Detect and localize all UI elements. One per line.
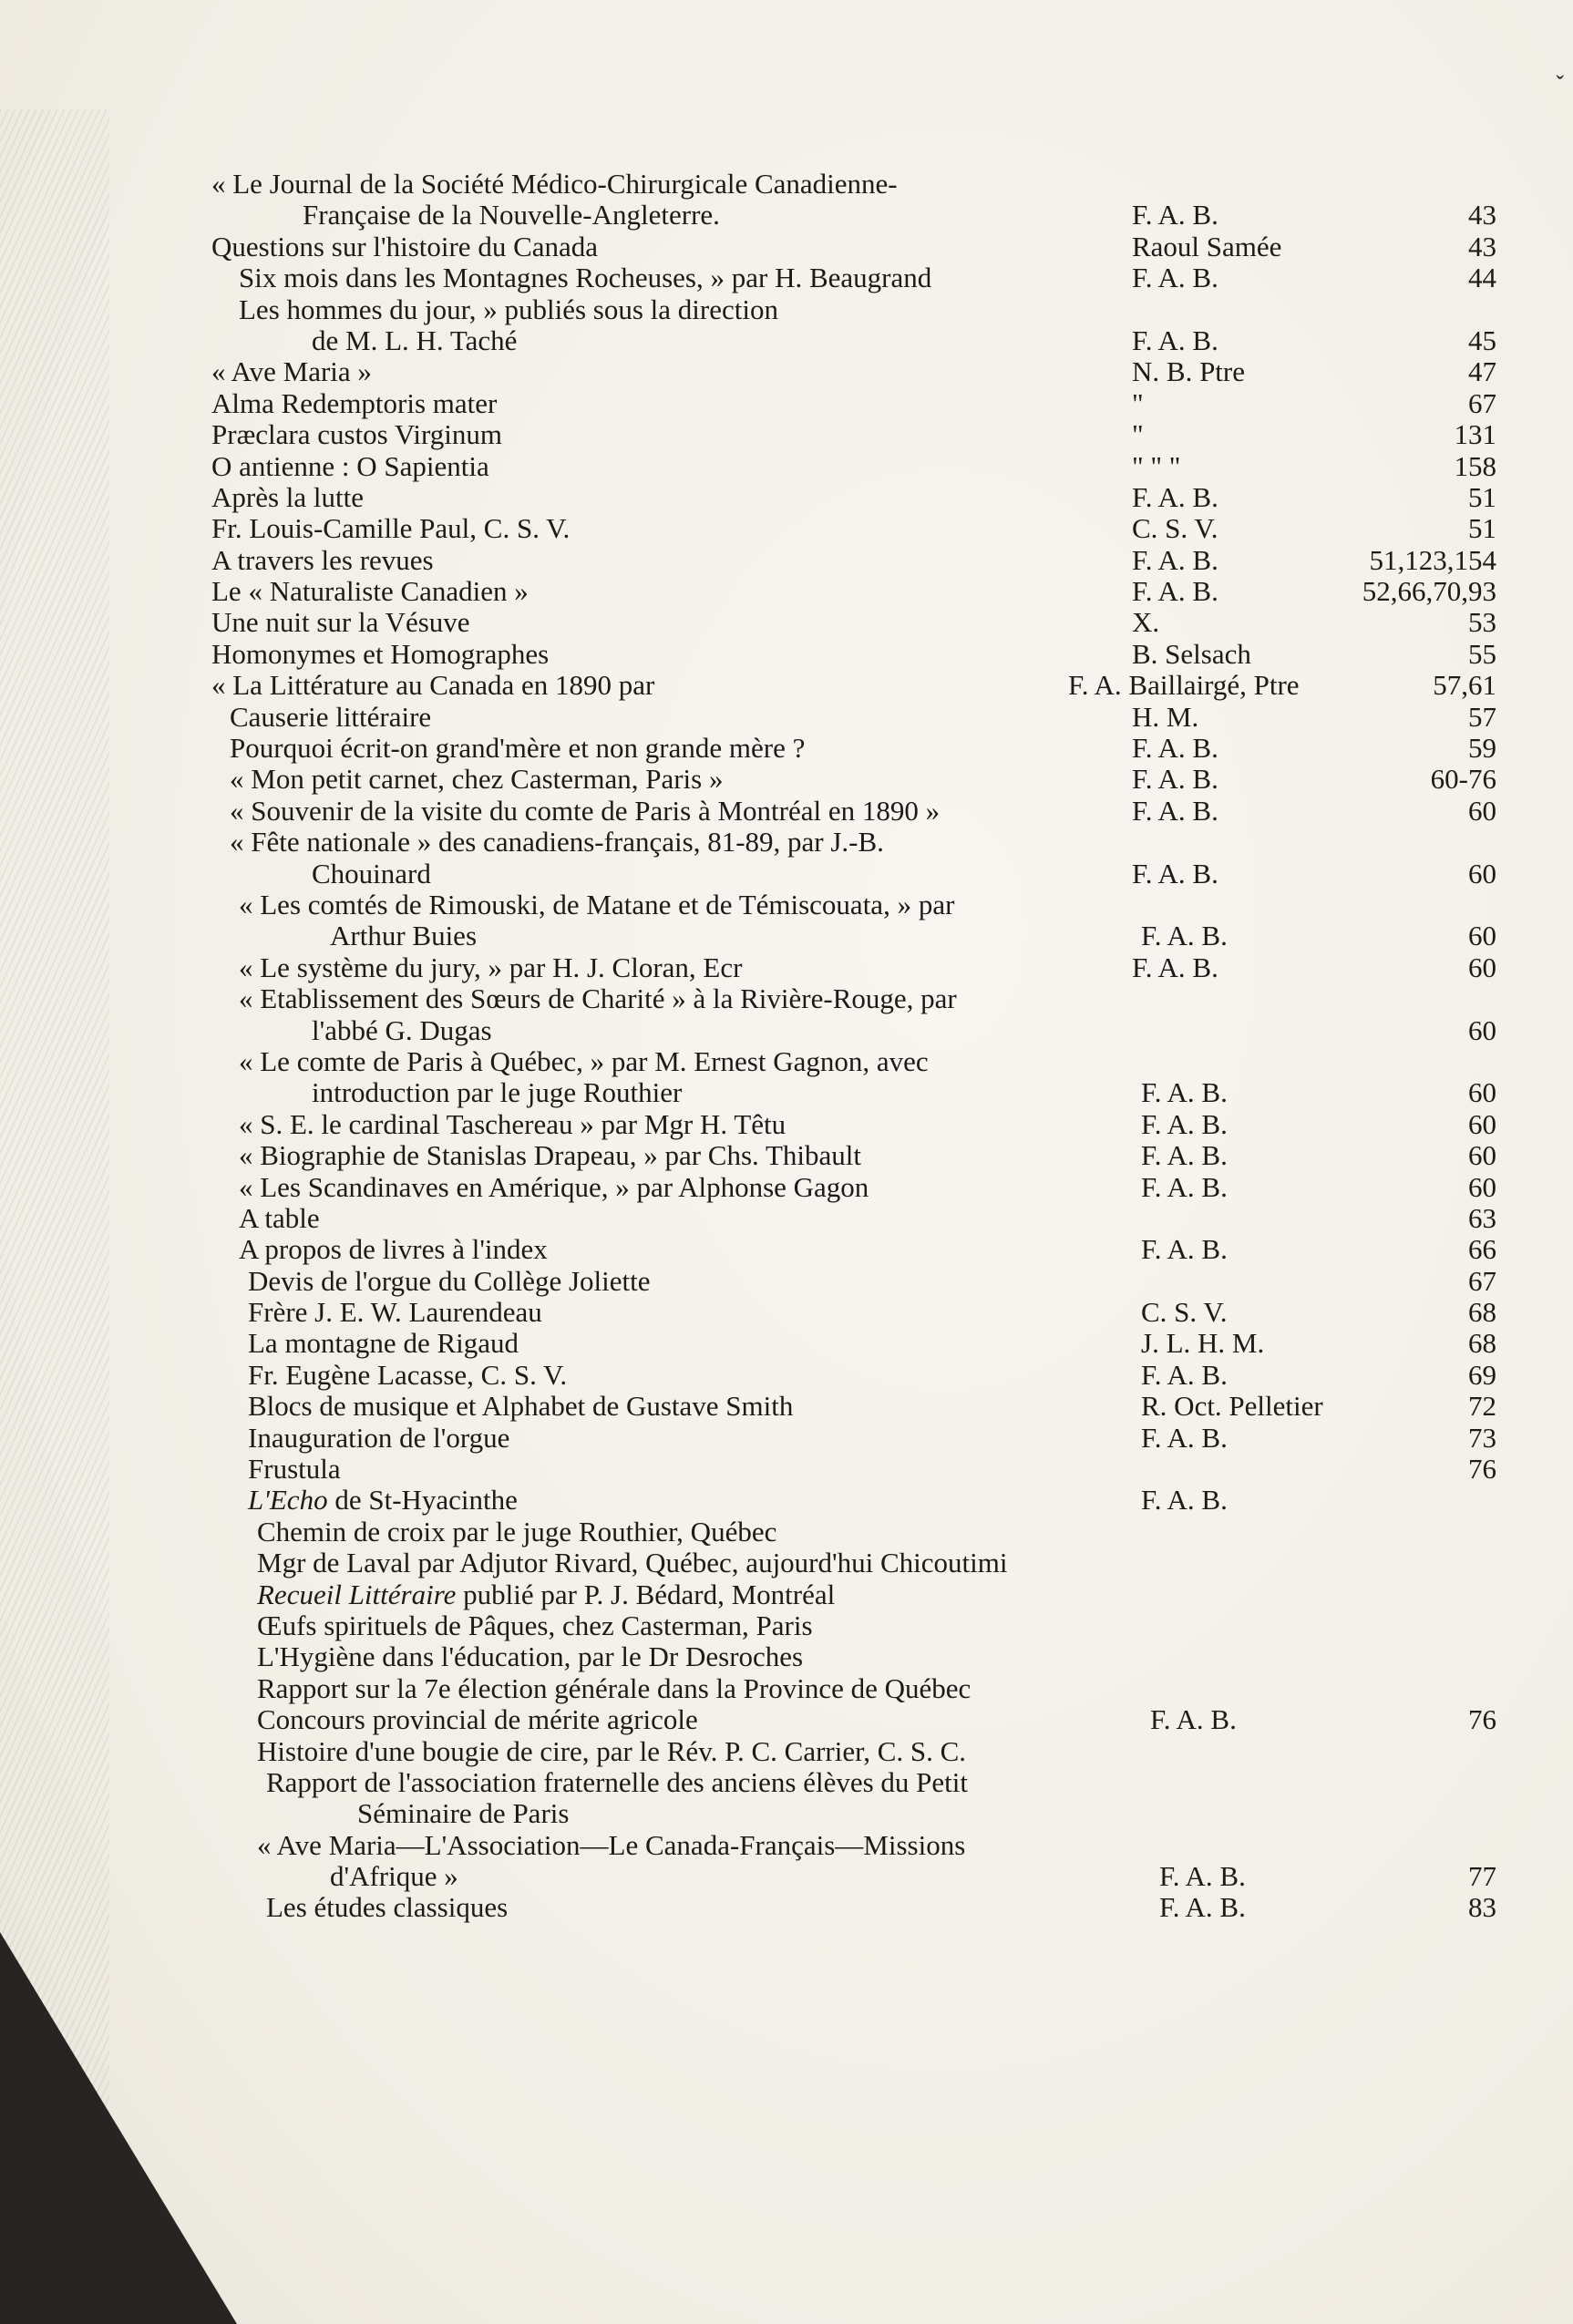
entry-author: H. M. xyxy=(1132,700,1199,733)
index-entry xyxy=(211,952,1496,983)
entry-title: « Ave Maria » xyxy=(211,355,372,388)
index-entry xyxy=(211,639,1496,670)
entry-title: A table xyxy=(239,1201,320,1234)
entry-author: F. A. B. xyxy=(1132,262,1218,294)
entry-title: Recueil Littéraire publié par P. J. Bédard, Montréal xyxy=(257,1578,836,1610)
index-entry xyxy=(211,1140,1496,1171)
index-entry xyxy=(211,1548,1496,1578)
entry-page: 60 xyxy=(1468,951,1496,983)
entry-title: Rapport sur la 7e élection générale dans la Province de Québec xyxy=(257,1671,972,1704)
entry-author: F. A. B. xyxy=(1141,920,1228,952)
entry-title: L'Echo de St-Hyacinthe xyxy=(248,1484,518,1517)
entry-author: F. A. B. xyxy=(1132,951,1218,983)
entry-title: Questions sur l'histoire du Canada xyxy=(211,230,599,262)
entry-author: " xyxy=(1132,386,1144,419)
entry-title: Les études classiques xyxy=(266,1891,509,1924)
entry-title: La montagne de Rigaud xyxy=(248,1327,519,1360)
entry-title: Concours provincial de mérite agricole xyxy=(257,1703,698,1736)
entry-title: « Etablissement des Sœurs de Charité » à la Rivière-Rouge, par xyxy=(239,982,957,1015)
entry-page: 83 xyxy=(1468,1891,1496,1924)
index-entry xyxy=(211,1391,1496,1422)
index-entry xyxy=(211,1485,1496,1516)
entry-title: Fr. Louis-Camille Paul, C. S. V. xyxy=(211,512,571,545)
entry-title: Rapport de l'association fraternelle des anciens élèves du Petit xyxy=(266,1765,968,1798)
entry-page: 77 xyxy=(1468,1860,1496,1893)
index-entry xyxy=(211,294,1496,325)
entry-page: 72 xyxy=(1468,1390,1496,1423)
index-entry xyxy=(211,1454,1496,1485)
index-entry xyxy=(211,827,1496,858)
entry-page: 66 xyxy=(1468,1233,1496,1266)
entry-author: C. S. V. xyxy=(1141,1296,1228,1329)
index-entry xyxy=(211,1015,1496,1046)
entry-title: Pourquoi écrit-on grand'mère et non grande mère ? xyxy=(230,732,806,765)
index-entry xyxy=(211,1517,1496,1548)
index-entry xyxy=(211,262,1496,293)
index-entry xyxy=(211,545,1496,576)
entry-title: Inauguration de l'orgue xyxy=(248,1421,510,1454)
entry-page: 60 xyxy=(1468,1076,1496,1109)
index-entry xyxy=(211,1861,1496,1892)
entry-page: 60-76 xyxy=(1430,763,1496,796)
entry-author: F. A. B. xyxy=(1132,794,1218,827)
entry-author: F. A. B. xyxy=(1141,1233,1228,1266)
entry-title: Chouinard xyxy=(312,857,431,889)
entry-title: « Le système du jury, » par H. J. Cloran, Ecr xyxy=(239,951,743,983)
entry-author: F. A. B. xyxy=(1141,1170,1228,1203)
entry-page: 67 xyxy=(1468,386,1496,419)
entry-title: Arthur Buies xyxy=(330,920,478,952)
entry-author: C. S. V. xyxy=(1132,512,1218,545)
entry-title: Devis de l'orgue du Collège Joliette xyxy=(248,1264,651,1297)
index-entry xyxy=(211,733,1496,764)
index-entry xyxy=(211,200,1496,231)
entry-page: 69 xyxy=(1468,1358,1496,1391)
entry-title: Les hommes du jour, » publiés sous la direction xyxy=(239,293,778,325)
entry-author: R. Oct. Pelletier xyxy=(1141,1390,1323,1423)
entry-page: 68 xyxy=(1468,1327,1496,1360)
entry-title: « Souvenir de la visite du comte de Paris à Montréal en 1890 » xyxy=(230,794,941,827)
entry-title: « Le Journal de la Société Médico-Chirurgicale Canadienne- xyxy=(211,168,898,200)
entry-page: 60 xyxy=(1468,794,1496,827)
entry-author: F. A. B. xyxy=(1159,1860,1246,1893)
entry-page: 76 xyxy=(1468,1453,1496,1486)
entry-page: 60 xyxy=(1468,1107,1496,1140)
entry-page: 43 xyxy=(1468,199,1496,231)
entry-author: J. L. H. M. xyxy=(1141,1327,1265,1360)
index-entry xyxy=(211,1610,1496,1641)
entry-author: B. Selsach xyxy=(1132,637,1251,670)
entry-page: 43 xyxy=(1468,230,1496,262)
index-entry xyxy=(211,1673,1496,1704)
index-entry xyxy=(211,1203,1496,1234)
index-entry xyxy=(211,388,1496,419)
entry-title: Histoire d'une bougie de cire, par le Rév. P. C. Carrier, C. S. C. xyxy=(257,1734,967,1767)
index-entry xyxy=(211,325,1496,356)
entry-title: Frère J. E. W. Laurendeau xyxy=(248,1296,542,1329)
entry-title: « La Littérature au Canada en 1890 par xyxy=(211,669,655,702)
entry-title: Française de la Nouvelle-Angleterre. xyxy=(303,199,720,231)
entry-title: Fr. Eugène Lacasse, C. S. V. xyxy=(248,1358,568,1391)
index-entry xyxy=(211,1798,1496,1829)
index-entry xyxy=(211,1360,1496,1391)
index-entry xyxy=(211,1423,1496,1454)
entry-page: 60 xyxy=(1468,1013,1496,1046)
entry-page: 47 xyxy=(1468,355,1496,388)
entry-title: Causerie littéraire xyxy=(230,700,432,733)
entry-page: 44 xyxy=(1468,262,1496,294)
entry-page: 59 xyxy=(1468,732,1496,765)
entry-author: F. A. B. xyxy=(1132,763,1218,796)
entry-page: 67 xyxy=(1468,1264,1496,1297)
entry-title: « Les Scandinaves en Amérique, » par Alphonse Gagon xyxy=(239,1170,869,1203)
entry-title: Six mois dans les Montagnes Rocheuses, » par H. Beaugrand xyxy=(239,262,932,294)
index-entry xyxy=(211,670,1496,701)
scan-mark: ˇ xyxy=(1556,71,1564,98)
entry-author: " xyxy=(1132,418,1144,451)
entry-page: 60 xyxy=(1468,1139,1496,1172)
entry-page: 60 xyxy=(1468,857,1496,889)
index-entry xyxy=(211,1736,1496,1767)
index-entry xyxy=(211,764,1496,795)
entry-author: N. B. Ptre xyxy=(1132,355,1245,388)
index-entry xyxy=(211,607,1496,638)
index-entry xyxy=(211,356,1496,387)
index-entry xyxy=(211,1297,1496,1328)
entry-page: 158 xyxy=(1454,449,1496,482)
index-entry xyxy=(211,419,1496,450)
entry-title: « Ave Maria—L'Association—Le Canada-Français—Missions xyxy=(257,1828,966,1861)
index-entry xyxy=(211,1830,1496,1861)
index-entry xyxy=(211,169,1496,200)
index-entry xyxy=(211,796,1496,827)
index-entry xyxy=(211,1767,1496,1798)
index-entry xyxy=(211,702,1496,733)
entry-author: " " " xyxy=(1132,449,1181,482)
entry-page: 60 xyxy=(1468,920,1496,952)
index-entry xyxy=(211,231,1496,262)
entry-page: 57 xyxy=(1468,700,1496,733)
index-entry xyxy=(211,920,1496,951)
index-entry xyxy=(211,1077,1496,1108)
entry-title: Après la lutte xyxy=(211,480,365,513)
entry-page: 63 xyxy=(1468,1201,1496,1234)
entry-author: Raoul Samée xyxy=(1132,230,1282,262)
index-entry xyxy=(211,1172,1496,1203)
entry-title: Le « Naturaliste Canadien » xyxy=(211,575,529,608)
entry-page: 68 xyxy=(1468,1296,1496,1329)
entry-title: « Mon petit carnet, chez Casterman, Paris » xyxy=(230,763,724,796)
entry-author: F. A. B. xyxy=(1132,480,1218,513)
entry-title: Frustula xyxy=(248,1453,341,1486)
entry-page: 45 xyxy=(1468,324,1496,356)
index-entry xyxy=(211,576,1496,607)
entry-title: Séminaire de Paris xyxy=(357,1797,570,1830)
entry-title: Mgr de Laval par Adjutor Rivard, Québec, aujourd'hui Chicoutimi xyxy=(257,1547,1008,1579)
entry-author: F. A. B. xyxy=(1150,1703,1237,1736)
index-entry xyxy=(211,1704,1496,1735)
entry-author: F. A. B. xyxy=(1141,1076,1228,1109)
index-entry xyxy=(211,1328,1496,1359)
entry-title: O antienne : O Sapientia xyxy=(211,449,489,482)
entry-page: 53 xyxy=(1468,606,1496,639)
entry-title: de M. L. H. Taché xyxy=(312,324,518,356)
entry-author: F. A. B. xyxy=(1141,1421,1228,1454)
entry-page: 60 xyxy=(1468,1170,1496,1203)
entry-author: F. A. B. xyxy=(1132,575,1218,608)
corner-shadow xyxy=(0,1932,237,2324)
entry-author: F. A. B. xyxy=(1132,543,1218,576)
entry-title: A travers les revues xyxy=(211,543,434,576)
entry-author: F. A. B. xyxy=(1132,324,1218,356)
entry-title: « Biographie de Stanislas Drapeau, » par Chs. Thibault xyxy=(239,1139,862,1172)
index-entry xyxy=(211,513,1496,544)
index-entry xyxy=(211,482,1496,513)
entry-author: F. A. B. xyxy=(1141,1358,1228,1391)
entry-title: Homonymes et Homographes xyxy=(211,637,550,670)
entry-author: F. A. B. xyxy=(1132,732,1218,765)
entry-title: Chemin de croix par le juge Routhier, Québec xyxy=(257,1515,777,1548)
entry-title: Blocs de musique et Alphabet de Gustave Smith xyxy=(248,1390,794,1423)
index-entry xyxy=(211,1266,1496,1297)
index-entry xyxy=(211,1046,1496,1077)
index-entry xyxy=(211,1641,1496,1672)
index-entry xyxy=(211,1892,1496,1923)
entry-page: 52,66,70,93 xyxy=(1362,575,1496,608)
page-edge-speckle xyxy=(0,109,109,2206)
index-entry xyxy=(211,1109,1496,1140)
entry-title: introduction par le juge Routhier xyxy=(312,1076,683,1109)
entry-page: 51 xyxy=(1468,480,1496,513)
entry-author: F. A. B. xyxy=(1141,1107,1228,1140)
entry-author: F. A. B. xyxy=(1141,1484,1228,1517)
index-entry xyxy=(211,451,1496,482)
index-entry xyxy=(211,859,1496,889)
entry-title: « Les comtés de Rimouski, de Matane et de Témiscouata, » par xyxy=(239,888,955,920)
entry-title: Alma Redemptoris mater xyxy=(211,386,498,419)
entry-title: « S. E. le cardinal Taschereau » par Mgr H. Têtu xyxy=(239,1107,786,1140)
index-entry xyxy=(211,889,1496,920)
index-entry xyxy=(211,1234,1496,1265)
entry-author: F. A. B. xyxy=(1132,857,1218,889)
entry-title: « Le comte de Paris à Québec, » par M. Ernest Gagnon, avec xyxy=(239,1044,929,1077)
entry-title: d'Afrique » xyxy=(330,1860,458,1893)
index-entry xyxy=(211,983,1496,1014)
entry-author: F. A. B. xyxy=(1132,199,1218,231)
entry-page: 57,61 xyxy=(1433,669,1496,702)
entry-title: Œufs spirituels de Pâques, chez Casterman, Paris xyxy=(257,1609,813,1641)
entry-page: 51,123,154 xyxy=(1369,543,1496,576)
entry-title: Præclara custos Virginum xyxy=(211,418,503,451)
entry-page: 55 xyxy=(1468,637,1496,670)
entry-page: 76 xyxy=(1468,1703,1496,1736)
entry-title: Une nuit sur la Vésuve xyxy=(211,606,470,639)
entry-page: 73 xyxy=(1468,1421,1496,1454)
entry-title: L'Hygiène dans l'éducation, par le Dr Desroches xyxy=(257,1640,804,1673)
entry-author: F. A. B. xyxy=(1159,1891,1246,1924)
entry-title: « Fête nationale » des canadiens-français, 81-89, par J.-B. xyxy=(230,826,884,859)
entry-page: 131 xyxy=(1454,418,1496,451)
entry-author: F. A. Baillairgé, Ptre xyxy=(1068,669,1300,702)
table-of-contents xyxy=(211,169,1496,1924)
entry-title: A propos de livres à l'index xyxy=(239,1233,548,1266)
entry-title: l'abbé G. Dugas xyxy=(312,1013,492,1046)
index-entry xyxy=(211,1579,1496,1610)
entry-author: X. xyxy=(1132,606,1160,639)
entry-author: F. A. B. xyxy=(1141,1139,1228,1172)
entry-page: 51 xyxy=(1468,512,1496,545)
